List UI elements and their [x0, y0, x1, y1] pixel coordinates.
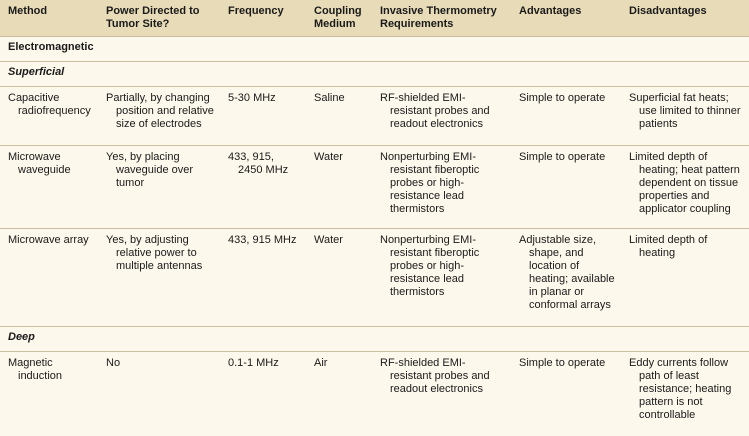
- cell-medium: Saline: [306, 86, 372, 145]
- method-text: Microwave waveguide: [8, 150, 71, 176]
- disadvantages-text: Limited depth of heating: [629, 233, 708, 259]
- header-disadvantages: Disadvantages: [629, 5, 707, 17]
- cell-advantages: [511, 86, 621, 145]
- header-advantages: Advantages: [519, 5, 582, 17]
- cell-power: [98, 228, 220, 326]
- section-label-deep: Deep: [0, 326, 749, 351]
- table-row: [0, 228, 749, 326]
- cell-disadvantages: [621, 86, 749, 145]
- thermometry-text: RF-shielded EMI-resistant probes and readout electronics: [380, 356, 490, 395]
- section-label-superficial: Superficial: [0, 61, 749, 86]
- thermometry-text: RF-shielded EMI-resistant probes and readout electronics: [380, 91, 490, 130]
- section-label-electromagnetic: Electromagnetic: [0, 36, 749, 61]
- thermometry-text: Nonperturbing EMI-resistant fiberoptic probes or high-resistance lead thermistors: [380, 150, 480, 215]
- cell-power: [98, 145, 220, 228]
- cell-method: [0, 228, 98, 326]
- cell-thermometry: [372, 145, 511, 228]
- cell-power: [98, 351, 220, 433]
- header-power: Power Directed to Tumor Site?: [106, 5, 200, 30]
- power-text: No: [106, 356, 121, 369]
- cell-method: [0, 86, 98, 145]
- power-text: Yes, by placing waveguide over tumor: [106, 150, 194, 189]
- header-row: [0, 0, 749, 36]
- cell-method: [0, 351, 98, 433]
- table-body: [0, 36, 749, 433]
- method-text: Magnetic induction: [8, 356, 63, 382]
- advantages-text: Simple to operate: [519, 150, 606, 163]
- cell-disadvantages: [621, 145, 749, 228]
- disadvantages-text: Superficial fat heats; use limited to thinner patients: [629, 91, 741, 130]
- cell-disadvantages: [621, 351, 749, 433]
- cell-advantages: [511, 145, 621, 228]
- cell-medium: Air: [306, 351, 372, 433]
- section-row-deep: [0, 326, 749, 351]
- cell-thermometry: [372, 228, 511, 326]
- cell-thermometry: [372, 86, 511, 145]
- disadvantages-text: Eddy currents follow path of least resistance; heating pattern is not controllable: [629, 356, 732, 421]
- power-text: Yes, by adjusting relative power to multiple antennas: [106, 233, 203, 272]
- table-header: [0, 0, 749, 36]
- cell-frequency: [220, 145, 306, 228]
- cell-disadvantages: [621, 228, 749, 326]
- header-coupling-medium: Coupling Medium: [314, 5, 362, 30]
- method-text: Microwave array: [8, 233, 89, 246]
- cell-medium: Water: [306, 145, 372, 228]
- cell-power: [98, 86, 220, 145]
- cell-medium: Water: [306, 228, 372, 326]
- cell-advantages: [511, 351, 621, 433]
- method-text: Capacitive radiofrequency: [8, 91, 91, 117]
- frequency-text: 433, 915, 2450 MHz: [228, 150, 289, 176]
- section-row-electromagnetic: [0, 36, 749, 61]
- section-row-superficial: [0, 61, 749, 86]
- table-row: [0, 86, 749, 145]
- header-frequency: Frequency: [228, 5, 284, 17]
- header-method: Method: [8, 5, 48, 17]
- cell-frequency: 0.1-1 MHz: [220, 351, 306, 433]
- advantages-text: Adjustable size, shape, and location of heating; available in planar or conformal arrays: [519, 233, 615, 311]
- cell-method: [0, 145, 98, 228]
- header-thermometry: Invasive Thermometry Requirements: [380, 5, 497, 30]
- thermometry-text: Nonperturbing EMI-resistant fiberoptic probes or high-resistance lead thermistors: [380, 233, 480, 298]
- table-row: [0, 145, 749, 228]
- cell-frequency: 433, 915 MHz: [220, 228, 306, 326]
- disadvantages-text: Limited depth of heating; heat pattern dependent on tissue properties and applicator coupling: [629, 150, 740, 215]
- cell-frequency: 5-30 MHz: [220, 86, 306, 145]
- cell-advantages: [511, 228, 621, 326]
- advantages-text: Simple to operate: [519, 91, 606, 104]
- table-row: [0, 351, 749, 433]
- power-text: Partially, by changing position and relative size of electrodes: [106, 91, 214, 130]
- cell-thermometry: [372, 351, 511, 433]
- advantages-text: Simple to operate: [519, 356, 606, 369]
